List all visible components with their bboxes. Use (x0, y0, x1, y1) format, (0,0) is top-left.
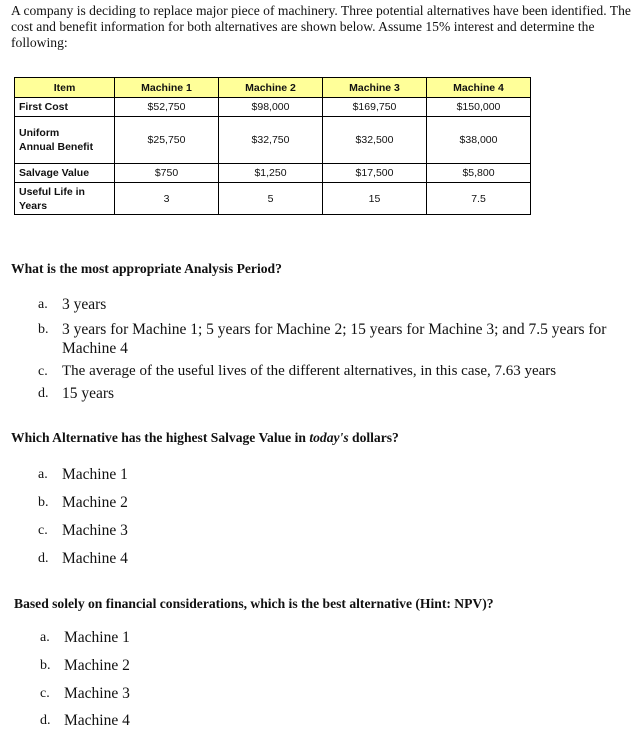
table-row (15, 117, 531, 164)
option-d (38, 549, 128, 568)
table-cell: 5 (219, 183, 323, 215)
option-text: Machine 3 (62, 522, 128, 539)
table-cell: 7.5 (427, 183, 531, 215)
option-text: Machine 1 (64, 629, 130, 646)
option-text: Machine 2 (64, 657, 130, 674)
option-marker: d. (40, 713, 51, 728)
question-3: Based solely on financial considerations, which is the best alternative (Hint: NPV)? (14, 596, 494, 611)
option-marker: d. (38, 386, 49, 401)
option-c (40, 684, 130, 703)
table-row (15, 164, 531, 183)
intro-paragraph: A company is deciding to replace major piece of machinery. Three potential alternatives have been identified. The cost and benefit information for both alternatives are shown below. Assume 15% interest and determine the following: (11, 3, 631, 50)
row-label: First Cost (15, 98, 115, 117)
question-2-text: Which Alternative has the highest Salvage Value in (11, 430, 310, 445)
row-label: Uniform Annual Benefit (15, 117, 115, 164)
option-marker: c. (38, 523, 48, 538)
table-cell: $150,000 (427, 98, 531, 117)
row-label: Useful Life in Years (15, 183, 115, 215)
option-text: Machine 2 (62, 494, 128, 511)
question-1-options (38, 295, 636, 403)
table-row (15, 183, 531, 215)
question-2-emphasis: today's (309, 430, 349, 445)
table-cell: $32,750 (219, 117, 323, 164)
option-text: The average of the useful lives of the different alternatives, in this case, 7.63 years (62, 363, 557, 379)
question-2-options (38, 465, 128, 568)
option-text: Machine 3 (64, 685, 130, 702)
table-cell: 3 (115, 183, 219, 215)
option-c (38, 521, 128, 540)
table-header-row (15, 78, 531, 98)
option-marker: a. (40, 630, 50, 645)
header-cell: Machine 2 (219, 78, 323, 98)
header-cell: Machine 4 (427, 78, 531, 98)
option-d (38, 384, 636, 403)
option-d (40, 711, 130, 730)
question-3-options (40, 628, 130, 730)
option-text: Machine 4 (62, 550, 128, 567)
table-cell: $98,000 (219, 98, 323, 117)
option-a (38, 295, 636, 314)
header-cell: Machine 3 (323, 78, 427, 98)
table-cell: 15 (323, 183, 427, 215)
option-marker: a. (38, 467, 48, 482)
option-a (40, 628, 130, 647)
option-text: Machine 4 (64, 712, 130, 729)
table-cell: $5,800 (427, 164, 531, 183)
option-marker: b. (40, 658, 51, 673)
table-cell: $17,500 (323, 164, 427, 183)
option-b (40, 656, 130, 675)
option-marker: c. (40, 686, 50, 701)
machine-comparison-table (14, 77, 531, 215)
header-cell: Machine 1 (115, 78, 219, 98)
table-cell: $169,750 (323, 98, 427, 117)
table-cell: $52,750 (115, 98, 219, 117)
option-text: Machine 1 (62, 466, 128, 483)
option-b (38, 320, 636, 358)
option-marker: b. (38, 322, 49, 337)
header-cell: Item (15, 78, 115, 98)
table-cell: $750 (115, 164, 219, 183)
table-cell: $1,250 (219, 164, 323, 183)
row-label: Salvage Value (15, 164, 115, 183)
option-text: 15 years (62, 385, 115, 402)
table-cell: $25,750 (115, 117, 219, 164)
option-c (38, 362, 636, 381)
question-2-text-end: dollars? (348, 430, 399, 445)
option-marker: b. (38, 495, 49, 510)
question-2 (11, 430, 399, 446)
option-marker: a. (38, 297, 48, 312)
option-marker: d. (38, 551, 49, 566)
table-cell: $38,000 (427, 117, 531, 164)
option-text: 3 years (62, 296, 107, 313)
option-marker: c. (38, 364, 48, 379)
option-b (38, 493, 128, 512)
table-cell: $32,500 (323, 117, 427, 164)
question-1: What is the most appropriate Analysis Period? (11, 261, 282, 276)
option-text: 3 years for Machine 1; 5 years for Machine 2; 15 years for Machine 3; and 7.5 years for Machine 4 (62, 321, 607, 357)
table-row (15, 98, 531, 117)
option-a (38, 465, 128, 484)
